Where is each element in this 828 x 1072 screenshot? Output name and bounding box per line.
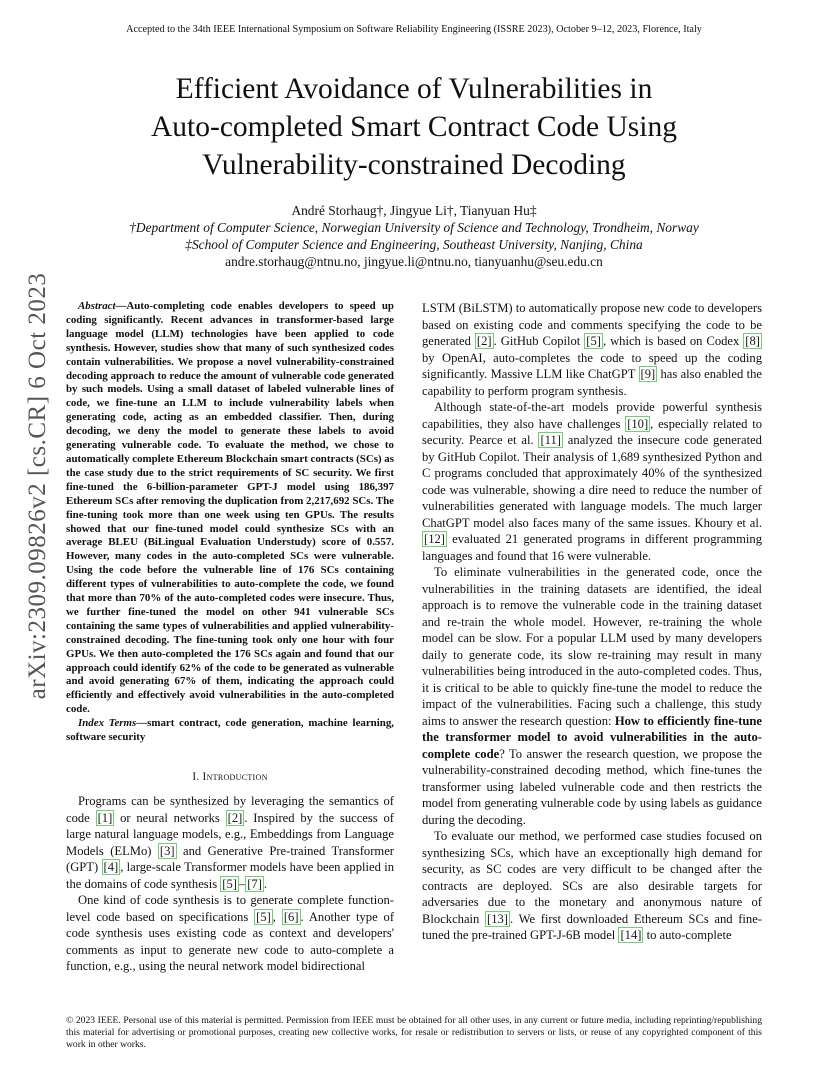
citation-link[interactable]: [5] [256,909,271,924]
section-heading-introduction: I. Introduction [192,771,268,783]
abstract-lead: Abstract [78,300,116,312]
arxiv-identifier [18,272,58,700]
author-emails: andre.storhaug@ntnu.no, jingyue.li@ntnu.no, tianyuanhu@seu.edu.cn [225,254,603,269]
paragraph [422,564,762,828]
text-run: To eliminate vulnerabilities in the generated code, once the vulnerabilities in the training datasets are identified, the ideal approach is to remove the vulnerable code in the training dataset and re-train the whole model. However, re-training the whole model can be slow. For a popular LLM used by many developers daily to generate code, its slow re-training may result in many vulnerabilities being introduced in the auto-completed codes. Thus, it is critical to be able to quickly fine-tune the model to reduce the impact of the vulnerabilities. Facing such a challenge, this study aims to answer the research question: [422,565,762,728]
citation-link[interactable]: [2] [227,810,243,825]
text-run: , [272,909,282,924]
citation-link[interactable]: [5] [586,334,601,348]
abstract-text: —Auto-completing code enables developers to speed up coding significantly. Recent advances in transformer-based large language model (LLM) technologies have been applied to code synthesis. However, studies show that many of such synthesized codes contain vulnerabilities. We propose a novel vulnerability-constrained decoding approach to reduce the amount of vulnerable code generated by such models. Using a small dataset of labeled vulnerable lines of code, we fine-tune an LLM to include vulnerability labels when generating code, acting as an embedded classifier. Then, during decoding, we deny the model to generate these labels to avoid generating vulnerable code. To evaluate the method, we chose to automatically complete Ethereum Blockchain smart contracts (SCs) as the case study due to the strict requirements of SC security. We first fine-tuned the 6-billion-parameter GPT-J model using 186,397 Ethereum SCs after removing the duplication from 2,217,692 SCs. The fine-tuning took more than one week using ten GPUs. The results showed that our fine-tuned model could synthesize SCs with an average BLEU (BiLingual Evaluation Understudy) score of 0.557. However, many codes in the auto-completed SCs were vulnerable. Using the code before the vulnerable line of 176 SCs containing different types of vulnerabilities to auto-complete the code, we found that more than 70% of the auto-completed codes were insecure. Thus, we further fine-tuned the model on other 941 vulnerable SCs containing the same types of vulnerabilities and applied vulnerability-constrained decoding. The fine-tuning took only one hour with four GPUs. We then auto-completed the 176 SCs again and found that our approach could identify 62% of the code to be generated as vulnerable and avoid generating 67% of them, indicating the approach could efficiently and effectively avoid vulnerabilities in the auto-completed code. [66,300,394,716]
text-run: . Inspired by the success of large natural language models, e.g., Embeddings from Language Models (ELMo) [66,810,394,858]
abstract [66,300,394,717]
left-column [66,300,394,975]
text-run: One kind of code synthesis is to generate complete function-level code based on specifications [66,893,394,924]
copyright-footer: © 2023 IEEE. Personal use of this material is permitted. Permission from IEEE must be obtained for all other uses, in any current or future media, including reprinting/republishing this material for advertising or promotional purposes, creating new collective works, for resale or redistribution to servers or lists, or reuse of any copyrighted component of this work in other works. [66,1015,762,1050]
text-run: , especially related to security. Pearce et al. [422,416,762,447]
text-run: Although state-of-the-art models provide powerful synthesis capabilities, they also have challenges [422,400,762,431]
citation-link[interactable]: [13] [487,911,508,926]
citation-link[interactable]: [9] [640,367,656,381]
text-run: LSTM (BiLSTM) to automatically propose new code to developers based on existing code and comments specifying the code to be generated [422,301,762,348]
citation-link[interactable]: [5] [222,876,237,891]
citation-link[interactable]: [1] [97,810,113,825]
text-run: has also enabled the capability to perform program synthesis. [422,367,762,398]
author-list: André Storhaug†, Jingyue Li†, Tianyuan Hu‡ [291,203,537,218]
paragraph [66,793,394,892]
citation-link[interactable]: [6] [283,909,299,924]
text-run: Programs can be synthesized by leveraging the semantics of code [66,794,394,825]
text-run: , which is based on Codex [602,334,744,348]
title-line: Vulnerability-constrained Decoding [202,149,626,181]
paper-title [60,70,768,184]
citation-link[interactable]: [12] [424,532,445,546]
index-terms-lead: Index Terms [78,717,137,730]
text-run: , large-scale Transformer models have been applied in the domains of code synthesis [66,860,394,891]
index-terms [66,717,394,745]
text-run: . Another type of code synthesis uses existing code as context and developers' comments as input to generate new code to auto-complete a function, e.g., using the neural network model bidirectional [66,909,395,974]
paragraph [422,399,762,564]
citation-link[interactable]: [8] [745,334,760,348]
text-run: by OpenAI, auto-completes the code to speed up the coding significantly. Massive LLM like ChatGPT [422,350,762,381]
affiliation-seu: ‡School of Computer Science and Engineering, Southeast University, Nanjing, China [185,237,643,252]
text-run: or neural networks [114,810,226,825]
text-run: . [263,876,268,891]
citation-link[interactable]: [3] [159,843,175,858]
index-terms-text: —smart contract, code generation, machine learning, software security [66,717,394,744]
research-question: How to efficiently fine-tune the transformer model to avoid vulnerabilities in the auto-complete code [422,713,762,761]
arxiv-identifier-text: arXiv:2309.09826v2 [cs.CR] 6 Oct 2023 [24,272,51,700]
text-run: evaluated 21 generated programs in different programming languages and found that 16 were vulnerable. [422,532,762,563]
text-run: – [238,876,246,891]
text-run: ? To answer the research question, we propose the vulnerability-constrained decoding method, which fine-tunes the transformer using labeled vulnerable code and then restricts the model from generating vulnerable code by using labels as guidance during the decoding. [422,746,762,827]
citation-link[interactable]: [14] [620,928,642,942]
text-run: and Generative Pre-trained Transformer (GPT) [66,843,394,875]
citation-link[interactable]: [4] [103,860,119,875]
title-line: Efficient Avoidance of Vulnerabilities in [175,73,653,105]
citation-link[interactable]: [7] [247,876,262,891]
paragraph [422,300,762,399]
text-run: To evaluate our method, we performed case studies focused on synthesizing SCs, which have an exceptionally high demand for security, as SC codes are very difficult to be changed after the contracts are deployed. SCs are also desirable targets for adversaries due to the monetary and anonymous nature of Blockchain [422,829,762,926]
citation-link[interactable]: [11] [540,433,561,447]
title-line: Auto-completed Smart Contract Code Using [151,111,677,143]
right-column [422,300,762,944]
text-run: to auto-complete [643,928,732,942]
paragraph [66,892,394,975]
affiliation-ntnu: †Department of Computer Science, Norwegian University of Science and Technology, Trondheim, Norway [129,220,699,235]
citation-link[interactable]: [10] [627,416,649,431]
paragraph [422,828,762,944]
text-run: . GitHub Copilot [493,334,585,348]
citation-link[interactable]: [2] [476,334,492,348]
text-run: . We first downloaded Ethereum SCs and fine-tuned the pre-trained GPT-J-6B model [422,911,762,942]
text-run: analyzed the insecure code generated by GitHub Copilot. Their analysis of 1,689 synthesized Python and C programs concluded that approximately 40% of the synthesized code was vulnerable, showing a dire need to reduce the number of vulnerabilities generated with language models. The much larger ChatGPT model also faces many of the same issues. Khoury et al. [422,433,762,530]
conference-note: Accepted to the 34th IEEE International Symposium on Software Reliability Engineering (ISSRE 2023), October 9–12, 2023, Florence, Italy [126,24,702,35]
